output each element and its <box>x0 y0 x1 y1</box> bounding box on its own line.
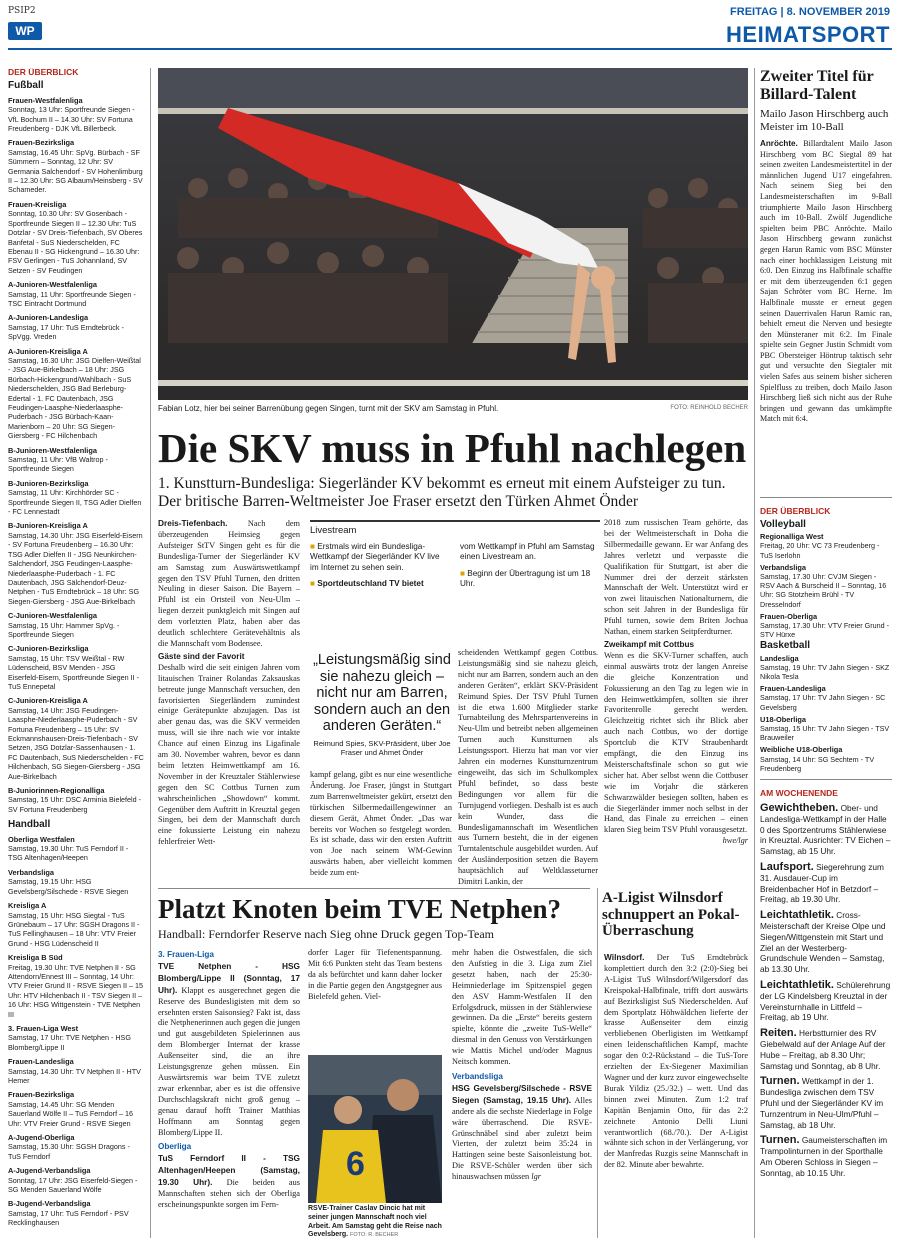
fixture-text: Samstag, 11 Uhr: VfB Waltrop - Sportfreunde Siegen <box>8 455 108 474</box>
league-name: C-Junioren-Bezirksliga <box>8 644 89 654</box>
body-text: kampf gelang, gibt es nur eine wesentliche Änderung. Joe Fraser, jüngst in Stuttgart zum Barrenweltmeister gekürt, ersetzt den türkischen Silbermedaillengewinner an diesem Gerät, Ahmet Önder. „Das war bereits vor Wochen so festgelegt worden. Es ist schade, dass wir den ersten Auftritt von Joe nach seinem WM-Gewinn auswärts haben, aber vielleicht kommen beide zum ent- <box>310 770 452 878</box>
handball-fixtures <box>8 835 144 1228</box>
fixture-text: Samstag, 17 Uhr: TV Jahn Siegen - SC Gevelsberg <box>760 693 886 712</box>
fixture-text: Samstag, 19.30 Uhr: TuS Ferndorf II - TSG Altenhagen/Heepen <box>8 844 129 863</box>
right-overview-list <box>760 520 892 773</box>
article-column-2 <box>310 770 452 886</box>
body-text: Die beiden aus Mannschaften stehen sich der Oberliga erscheinungspunkte sorgen im Fern- <box>158 1178 300 1209</box>
subheading: 3. Frauen-Liga <box>158 950 214 959</box>
weekend-item-title: Leichtathletik. <box>760 909 834 922</box>
league-name: C-Junioren-Kreisliga A <box>8 696 88 706</box>
column-divider <box>597 888 598 1238</box>
fixture-text: Samstag, 14.45 Uhr: SG Menden Sauerland Wölfe II – TuS Ferndorf – 16 Uhr: VTV Freier Grund - RSVE Siegen <box>8 1099 134 1128</box>
league-name: Frauen-Bezirksliga <box>8 1090 75 1100</box>
body-text: Der TuS Erndtebrück komplettiert durch den 3:2 (2:0)-Sieg bei A-Ligist TuS Wilnsdorf/Wilgersdorf das Kreispokal-Halbfinale, trifft dort auswärts auf Bezirksligist SuS Niederschelden. Auf dem Sportplatz Höhwäldchen lieferte der krasse Außenseiter dem einzig verbliebenen Oberligisten im Wettkampf einen leidenschaftlichen Kampf, machte sogar den 0:2-Rückstand – die TuS-Tore erzielten der Ex-Siegener Maximilian Wagner und der kurz zuvor eingewechselte Burak Yildiz (25./32.) – wett. Und das binnen zwei Minuten. Zum 1:2 traf Kapitän Benjamin Otto, für das 2:2 zeichnete Antonio Delli Liuni verantwortlich (68./70.). Der A-Ligist wähnte sich schon in der Verlängerung, vor der Manfredas Ruzgis seine Mannschaft in der 82. Minute aber bewahrte. <box>604 953 748 1170</box>
body-text: Deshalb wird die seit einigen Jahren vom litauischen Trainer Rolandas Zaksauskas betreute junge Mannschaft versuchen, den favorisierten Siegerländern zumindest einige Gerätepunkte abzujagen. Das ist aber genau das, was die SKV vermeiden muss, will sie ihre nach wie vor intakte Chance auf einen Einzug ins Ligafinale am 30. November wahren, bevor es dann beim letzten Heimwettkampf am 16. November in der Kreuztaler Stählerwiese gegen den SC Cottbus Turnen zum wahrscheinlichen „Showdown“ kommt. Gegenüber dem Auftritt in Kreuztal gegen Singen, bei dem der Mannschaft durch eine fokussierte Leistung ein nahezu fehlerfreier Wett- <box>158 662 300 847</box>
issue-date: FREITAG | 8. NOVEMBER 2019 <box>730 6 890 18</box>
league-name: Frauen-Bezirksliga <box>8 138 75 148</box>
weekend-item <box>760 803 892 857</box>
quote-attribution: Reimund Spies, SKV-Präsident, über Joe Fraser und Ahmet Önder <box>313 738 451 757</box>
fixture-text: Samstag, 17 Uhr: TuS Ferndorf - PSV Recklinghausen <box>8 1208 129 1228</box>
gymnast-photo <box>158 68 748 400</box>
article-column-2 <box>308 948 442 1052</box>
weekend-item <box>760 1135 892 1178</box>
subheading: Gäste sind der Favorit <box>158 651 245 661</box>
newspaper-logo: WP <box>8 22 42 40</box>
league-name: B-Juniorinnen-Regionalliga <box>8 786 105 796</box>
main-headline: Die SKV muss in Pfuhl nachlegen <box>158 425 747 471</box>
page-label: PSIP2 <box>8 6 36 16</box>
section-title: HEIMATSPORT <box>726 22 890 47</box>
author-tag: lgr <box>531 1172 541 1182</box>
article-subheadline: Handball: Ferndorfer Reserve nach Sieg ohne Druck gegen Top-Team <box>158 927 494 941</box>
weekend-item-text: Herbstturnier des RV Giebelwald auf der Anlage Auf der Hube – Freitag, ab 8.30 Uhr; Samstag und Sonntag, ab 8 Uhr. <box>760 1028 886 1071</box>
fixture-text: Samstag, 17.30 Uhr: VTV Freier Grund - STV Hürxe <box>760 621 890 640</box>
photo-credit: FOTO: R. BECHER <box>350 1232 399 1239</box>
league-name: Kreisliga A <box>8 901 47 911</box>
article-column-3 <box>458 648 598 886</box>
sport-heading: Basketball <box>760 640 811 652</box>
subheading: Oberliga <box>158 1142 192 1152</box>
weekend-item-title: Gewichtheben. <box>760 802 839 815</box>
svg-text:6: 6 <box>346 1145 365 1183</box>
fixture-text: Samstag, 16.45 Uhr: SpVg. Bürbach - SF Sümmern – Sonntag, 12 Uhr: SV Germania Salchendorf - SV Hohenlimburg II – 12.30 Uhr: SG Albaum/Heinsberg - SV Schameder. <box>8 147 143 195</box>
weekend-list <box>760 803 892 1179</box>
fixture-text: Samstag, 15 Uhr: TSV Weißtal - RW Lüdenscheid, BSV Menden - JSG Eiserfeld-Eisern, Sportfreunde Siegen II - TuS Ennepetal <box>8 653 140 691</box>
league-name: Verbandsliga <box>8 867 55 877</box>
league-name: Oberliga Westfalen <box>8 834 75 844</box>
fixture: HSG Gevelsberg/Silschede - RSVE Siegen (Samstag, 19.15 Uhr). <box>452 1082 592 1105</box>
fixture-text: Samstag, 15 Uhr: Hammer SpVg. - Sportfreunde Siegen <box>8 620 120 639</box>
column-divider <box>150 68 151 1238</box>
body-text: Billardtalent Mailo Jason Hirschberg vom BC Siegtal 89 hat seinen zweiten Landesmeistertitel in der männlichen Jugend U17 eingefahren. Nach seinem Sieg bei den Landesmeisterschaften im 9-Ball triumphierte Mailo Jason Hirschberg auch im 10-Ball. Zwölf Jugendliche spielten beim PBC Anröchte. Mailo Jason Hirschberg gewann zunächst gegen Harun Ramic vom BSC Münster nach einer hochklassigen Leistung mit 6:0. Den Einzug ins Halbfinale schaffte er mit dem überzeugenden 6:1 gegen Sajan Schröter vom BC Herne. Im Halbfinale musste er erneut gegen seinen Dauerrivalen Harun Ramic ran, behielt erneut die Nerven und besiegte den Münsteraner mit 6:2. Im Finale spielte sein Gegner Justin Schmidt vom PBC Obersteiger Höntrup taktisch sehr gut und versuchte den Siegtaler mit vielen Safes aus seinem bisher sicheren Spielfluss zu treiben, doch Mailo Jason Hirschberg ließ sich nicht aus der Ruhe bringen und gewann das umkämpfte Match mit 6:4. <box>760 139 892 424</box>
body-text: mehr haben die Ostwestfalen, die sich den Aufstieg in die 3. Liga zum Ziel gesetzt haben, nach der 25:30-Heimniederlage im Spitzenspiel gegen den ASV Hamm-Westfalen II den Erfolgsdruck, müssen in der Stählerwiese gewinnen. Da die „Erste“ bereits gestern spielte, könnte die „zweite TuS-Welle“ diesmal in den Genuss von Verstärkungen wie Mattis Michel und/oder Magnus Neitsch kommen. <box>452 948 592 1067</box>
body-text: Alles andere als die sechste Niederlage in Folge wäre überraschend. Die RSVE-Grünschnäbel sind aber zuletzt beim Vierten, der zuletzt beim 35:24 in Hattingen seine beste Saisonleistung bot. Die RSVE-Schüler werden über sich hinauswachsen müssen <box>452 1095 592 1182</box>
article-column-1 <box>158 948 300 1238</box>
fixture-text: Samstag, 17 Uhr: TuS Erndtebrück - SpVgg. Vreden <box>8 322 124 342</box>
article-headline: A-Ligist Wilnsdorf schnuppert an Pokal-Überraschung <box>602 890 740 939</box>
weekend-heading: AM WOCHENENDE <box>760 788 838 799</box>
league-name: Frauen-Kreisliga <box>8 199 67 209</box>
league-name: Frauen-Landesliga <box>8 1057 74 1067</box>
dateline: Anröchte. <box>760 139 798 148</box>
livestream-item: Beginn der Übertragung ist um 18 Uhr. <box>460 568 591 588</box>
subheading: Verbandsliga <box>452 1071 503 1081</box>
weekend-item <box>760 862 892 905</box>
football-fixtures <box>8 96 144 814</box>
weekend-item-title: Laufsport. <box>760 861 814 874</box>
league-name: U18-Oberliga <box>760 714 807 724</box>
fixture-text: Samstag, 19.15 Uhr: HSG Gevelsberg/Silschede - RSVE Siegen <box>8 877 129 896</box>
body-text: dorfer Lager für Tiefenentspannung. Mit 6:6 Punkten steht das Team bestens da als befürchtet und kann daher locker in die Partie gegen den Angstgegner aus Bielefeld gehen. Viel- <box>308 948 442 1001</box>
fixture-text: Sonntag, 17 Uhr: JSG Eiserfeld-Siegen - SG Menden Sauerland Wölfe <box>8 1175 138 1195</box>
fixture-text: Samstag, 17 Uhr: TVE Netphen - HSG Blomberg/Lippe II <box>8 1033 131 1052</box>
coach-photo <box>308 1055 442 1203</box>
fixture-text: Samstag, 17.30 Uhr: CVJM Siegen - RSV Aach & Burscheid II – Sonntag, 16 Uhr: SG Stotzheim Brühl - TV Dresselndorf <box>760 572 887 609</box>
overview-heading: DER ÜBERBLICK <box>8 68 79 77</box>
column-divider <box>754 68 755 1238</box>
caption-text: RSVE-Trainer Caslav Dincic hat mit seiner jungen Mannschaft noch viel Arbeit. Am Samstag geht die Reise nach Gevelsberg. <box>308 1205 442 1239</box>
weekend-item <box>760 910 892 975</box>
weekend-item-text: Siegerehrung zum 31. Ausdauer-Cup im Breidenbacher Hof in Betzdorf – Freitag, ab 19.30 Uhr. <box>760 862 884 905</box>
fixture-text: Freitag, 19.30 Uhr: TVE Netphen II - SG Attendorn/Ennest III – Sonntag, 14 Uhr: VTV Freier Grund II - RSVE Siegen II – 15 Uhr: HTV Hilchenbach II - TSV Siegen II – 16 Uhr: HSG Wittgenstein - TVE Netphen III <box>8 962 144 1019</box>
league-name: B-Junioren-Westfalenliga <box>8 445 97 455</box>
livestream-item: vom Wettkampf in Pfuhl am Samstag einen Livestream an. <box>460 541 595 561</box>
sport-heading: Handball <box>8 819 51 831</box>
body-text: 2018 zum russischen Team gehörte, das bei der Weltmeisterschaft in Doha die Silbermedaille gewann. Er war Anfang des Jahres verletzt und verpasste die Qualifikation für Stuttgart, ist aber die Nummer drei der derzeit stärksten Mannschaft der Welt. Unterstützt wird er von zwei litauischen Nationalturnern, die schon seit Jahren in der Bundesliga für Pfuhl turnen, sowie dem Briten Jochua Nathan, einem starken Seitpferdturner. <box>604 518 748 637</box>
fixture-text: Samstag, 14.30 Uhr: TV Netphen II - HTV Hemer <box>8 1066 141 1085</box>
fixture-text: Samstag, 15 Uhr: HSG Siegtal - TuS Grünebaum – 17 Uhr: SGSH Dragons II - TuS Fellinghausen – 18 Uhr: VTV Freier Grund - HSG Lüdenscheid II <box>8 910 140 948</box>
fixture-text: Samstag, 14.30 Uhr: JSG Eiserfeld-Eisern - SV Fortuna Freudenberg – 16.30 Uhr: TSG Adler Dielfen II - JSG Neunkirchen-Salchendorf, JSG Feudingen-Laasphe-Niederlaasphe-Puderbach - 1. FC Dautenbach, JSG Sälchendorf-Deuz-Netphen - TuS Erndtebrück – 18 Uhr: SG Siegen-Giersberg - JSG Aue-Birkelbach <box>8 530 143 606</box>
weekend-item <box>760 1028 892 1071</box>
league-name: 3. Frauen-Liga West <box>8 1023 79 1033</box>
body-text: Nach dem überzeugenden Heimsieg gegen Aufsteiger StTV Singen geht es für die Bundesliga-Turner der Siegerländer KV am Samstag zum Auswärtswettkampf gegen den TSV Pfuhl Turnen, den dritten Neuling in dieser Saison. Die Bayern – Pfuhl ist ein Ortsteil von Neu-Ulm – liegen derzeit punktgleich mit Singen auf dem vorletzten Platz, haben aber das deutlich schlechtere Gerätevehältnis als die Mannschaft vom Bodensee. <box>158 519 300 648</box>
fixture-text: Samstag, 15.30 Uhr: SGSH Dragons - TuS Ferndorf <box>8 1142 130 1161</box>
fixture-text: Samstag, 15 Uhr: DSC Arminia Bielefeld - SV Fortuna Freudenberg <box>8 795 142 814</box>
league-name: A-Jugend-Verbandsliga <box>8 1166 91 1176</box>
right-column <box>760 68 892 1238</box>
left-overview-column <box>8 68 144 1238</box>
body-text: scheidenden Wettkampf gegen Cottbus. Leistungsmäßig sind sie nahezu gleich, nicht nur am Barren, sondern auch an den anderen Geräten“, erklärt SKV-Präsident Reimund Spies. Der TSV Pfuhl Turnen ist die etwa 1.600 Mitglieder starke Turnabteilung des Mehrspartenvereins in Neu-Ulm und betreibt neben allgemeinen Turnen auch Kunstturnen als Leistungssport. Hierzu hat man vor vier Jahren ein modernes Kunstturnzentrum eingeweiht, das sich im Schulkomplex Pfuhl befindet, so dass beste Bedingungen vor allem für die Turnjugend vorliegen. Deshalb ist es auch kein Wunder, dass die Bundesligamannschaft im Wesentlichen aus Turnern besteht, die in der eigenen Turntalentschule ausgebildet wurden. Auf der Ausländerposition setzen die Bayern hauptsächlich auf Weltklasseturner Dimitri Lankin, der <box>458 648 598 886</box>
league-name: B-Junioren-Kreisliga A <box>8 521 88 531</box>
subheading: Zweikampf mit Cottbus <box>604 639 695 649</box>
author-tag: hwe/lgr <box>722 836 748 846</box>
article-column-1 <box>158 518 300 886</box>
weekend-item-title: Leichtathletik. <box>760 979 834 992</box>
divider <box>760 497 892 498</box>
league-name: Verbandsliga <box>760 562 807 572</box>
weekend-item-text: Ober- und Landesliga-Wettkampf in der Halle 0 des Sportzentrums Stählerwiese in Kreuztal. Ausrichter: TV Eichen – Samstag, ab 15 Uhr. <box>760 803 891 857</box>
article-subheadline: Mailo Jason Hirschberg auch Meister im 10-Ball <box>760 108 889 133</box>
fixture-text: Freitag, 20 Uhr: VC 73 Freudenberg - TuS Iserlohn <box>760 541 880 560</box>
fixture-text: Sonntag, 13 Uhr: Sportfreunde Siegen - VfL Bochum II – 14.30 Uhr: SV Fortuna Freudenberg - DJK VfL Billerbeck. <box>8 105 135 134</box>
fixture-text: Samstag, 16.30 Uhr: JSG Dielfen-Weißtal - JSG Aue-Birkelbach – 18 Uhr: JSG Bürbach-Hickengrund/Wahlbach - SuS Niederschelden, JSG Bad Berleburg-Edertal - 1. FC Dautenbach, JSG Feudingen-Laasphe-Niederlaasphe-Puderbach - JSG Bürbach-Kaan-Marienborn – 20 Uhr: SG Siegen-Giersberg - FC Hilchenbach <box>8 355 141 441</box>
photo-caption <box>308 1205 442 1240</box>
weekend-item-text: Cross-Meisterschaft der Kreise Olpe und Siegen/Wittgenstein mit Start und Ziel an der Westerberg-Grundschule Wenden – Samstag, ab 13.30 Uhr. <box>760 910 886 975</box>
divider <box>760 779 892 780</box>
caption-text: Fabian Lotz, hier bei seiner Barrenübung gegen Singen, turnt mit der SKV am Samstag in Pfuhl. <box>158 404 499 413</box>
article-column-3 <box>452 948 592 1238</box>
fixture-text: Samstag, 15 Uhr: TV Jahn Siegen - TSV Brauweiler <box>760 724 890 743</box>
pull-quote <box>312 652 452 758</box>
article-headline: Platzt Knoten beim TVE Netphen? <box>158 894 561 924</box>
photo-credit: FOTO: REINHOLD BECHER <box>670 405 748 411</box>
article-body <box>760 139 892 491</box>
fixture: TuS Ferndorf II - TSG Altenhagen/Heepen (Samstag, 19.30 Uhr). <box>158 1153 300 1188</box>
main-subheadline: 1. Kunstturn-Bundesliga: Siegerländer KV bekommt es erneut mit einem Aufsteiger zu tun. Der britische Barren-Weltmeister Joe Fraser ersetzt den Türken Ahmet Önder <box>158 475 726 510</box>
livestream-item: Erstmals wird ein Bundesliga-Wettkampf der Siegerländer KV live im Internet zu sehen sein. <box>310 541 440 572</box>
weekend-item <box>760 980 892 1023</box>
weekend-item <box>760 1076 892 1130</box>
header-rule <box>8 48 892 50</box>
league-name: Landesliga <box>760 653 799 663</box>
league-name: A-Junioren-Landesliga <box>8 313 89 323</box>
dateline: Dreis-Tiefenbach. <box>158 518 228 528</box>
league-name: Frauen-Oberliga <box>760 611 818 621</box>
overview-heading: DER ÜBERBLICK <box>760 506 831 516</box>
livestream-item: Sportdeutschland TV bietet <box>317 579 424 588</box>
photo-caption <box>158 404 748 413</box>
body-text: Klappt es ausgerechnet gegen die Reserve des Bundesligisten mit dem so ersehnten ersten Saisonsieg? Fakt ist, dass die Netphenerinnen auch gegen die jungen und gut ausgebildeten Spielerinnen aus dem Blomberger Internat der krasse Außenseiter sind, die an ihre Leistungsgrenze gehen müssen. Ein Auswärtsremis war beim TVE zuletzt zwar erkennbar, aber es ist die offensive Durchschlagskraft nicht groß genug – genau darauf hofft Trainer Matthias Hoffmann am Sonntag gegen Blomberg/Lippe II. <box>158 985 300 1137</box>
league-name: C-Junioren-Westfalenliga <box>8 611 97 621</box>
article-headline: Zweiter Titel für Billard-Talent <box>760 68 874 103</box>
fixture-text: Samstag, 14 Uhr: SG Sechtem - TV Freudenberg <box>760 754 875 773</box>
weekend-item-text: Gaumeisterschaften im Trampolinturnen in der Sporthalle Am Oberen Schloss in Siegen – Sonntag, ab 10.15 Uhr. <box>760 1135 888 1178</box>
league-name: A-Junioren-Kreisliga A <box>8 346 88 356</box>
sport-heading: Fußball <box>8 80 44 92</box>
league-name: Frauen-Westfalenliga <box>8 95 83 105</box>
weekend-item-title: Turnen. <box>760 1075 800 1088</box>
fixture-text: Samstag, 11 Uhr: Sportfreunde Siegen - TSC Eintracht Dortmund <box>8 289 136 308</box>
body-text: Wenn es die SKV-Turner schaffen, auch einmal auswärts trotz der langen Anreise die gleiche Konzentration und Fokussierung an den Tag zu legen wie in den Heimwettkämpfen, sollten sie ihrer Favoritenrolle gerecht werden. Gleichzeitig richtet sich ihr Blick aber auch nach Cottbus, wo der dortige Sportclub die KTV Straubenhardt empfängt, die den Einzug ins Meisterschaftsfinale schon so gut wie sicher hat. Aber selbst wenn die Cottbuser wie im Vorjahr die stärkeren Schwarzwälder besiegen sollten, haben es die Siegerländer immer noch selbst in der Hand, das Finale zu erreichen – einen klaren Sieg beim TSV Pfuhl vorausgesetzt. <box>604 650 748 835</box>
livestream-title: Livestream <box>310 525 357 536</box>
weekend-item-title: Turnen. <box>760 1134 800 1147</box>
quote-text: „Leistungsmäßig sind sie nahezu gleich – nicht nur am Barren, sondern auch an den anderen Geräten.“ <box>313 652 451 734</box>
sport-heading: Volleyball <box>760 519 806 530</box>
article-divider <box>158 888 590 889</box>
league-name: A-Jugend-Oberliga <box>8 1133 75 1143</box>
dateline: Wilnsdorf. <box>604 952 645 962</box>
fixture-text: Samstag, 19 Uhr: TV Jahn Siegen - SKZ Nikola Tesla <box>760 662 890 682</box>
league-name: Regionalliga West <box>760 532 824 542</box>
league-name: Frauen-Landesliga <box>760 684 826 694</box>
article-column-4 <box>604 518 748 886</box>
article-body <box>604 952 748 1238</box>
league-name: A-Junioren-Westfalenliga <box>8 280 97 290</box>
league-name: B-Junioren-Bezirksliga <box>8 478 89 488</box>
fixture-text: Samstag, 14 Uhr: JSG Feudingen-Laasphe-Niederlaasphe-Puderbach - SV Fortuna Freudenberg – 15 Uhr: SV Eckmannshausen-Dreis-Tiefenbach - SV Setzen, JSG Dotzlar-Sassenhausen - 1. FC Dautenbach, SuS Niederschelden - FC Hilchenbach, SG Siegen-Giersberg - JSG Aue-Birkelbach <box>8 705 144 781</box>
league-name: Weibliche U18-Oberliga <box>760 745 843 755</box>
fixture: TVE Netphen - HSG Blomberg/Lippe II (Sonntag, 17 Uhr). <box>158 960 300 995</box>
fixture-text: Samstag, 11 Uhr: Kirchhörder SC - Sportfreunde Siegen II, TSG Adler Dielfen - FC Lennestadt <box>8 488 142 517</box>
livestream-box: Livestream ■ Erstmals wird ein Bundesliga-Wettkampf der Siegerländer KV live im Internet zu sehen sein. ■ Sportdeutschland TV bietet vom Wettkampf in Pfuhl am Samstag einen Livestream an. ■ Beginn der Übertragung ist um 18 Uhr. <box>310 520 600 640</box>
weekend-item-title: Reiten. <box>760 1027 797 1040</box>
weekend-item-text: Schülerehrung der LG Kindelsberg Kreuztal in der Vereinsturnhalle in Littfeld – Freitag, ab 19 Uhr. <box>760 980 891 1023</box>
league-name: Kreisliga B Süd <box>8 953 63 963</box>
fixture-text: Sonntag, 10.30 Uhr: SV Gosenbach - Sportfreunde Siegen II – 12.30 Uhr: TuS Dotzlar - SV Dreis-Tiefenbach, SV Oberes Banfetal - SuS Niederschelden, FC Ebenau II - SG Hickengrund – 16.30 Uhr: FSV Gerlingen - TuS Johannland, SV Setzen - SV Feudingen <box>8 209 143 275</box>
weekend-item-text: Wettkampf in der 1. Bundesliga zwischen dem TSV Pfuhl und der Siegerländer KV im Turnzentrum in Neu-Ulm/Pfuhl – Samstag, ab 18 Uhr. <box>760 1076 884 1130</box>
league-name: B-Jugend-Verbandsliga <box>8 1199 91 1209</box>
